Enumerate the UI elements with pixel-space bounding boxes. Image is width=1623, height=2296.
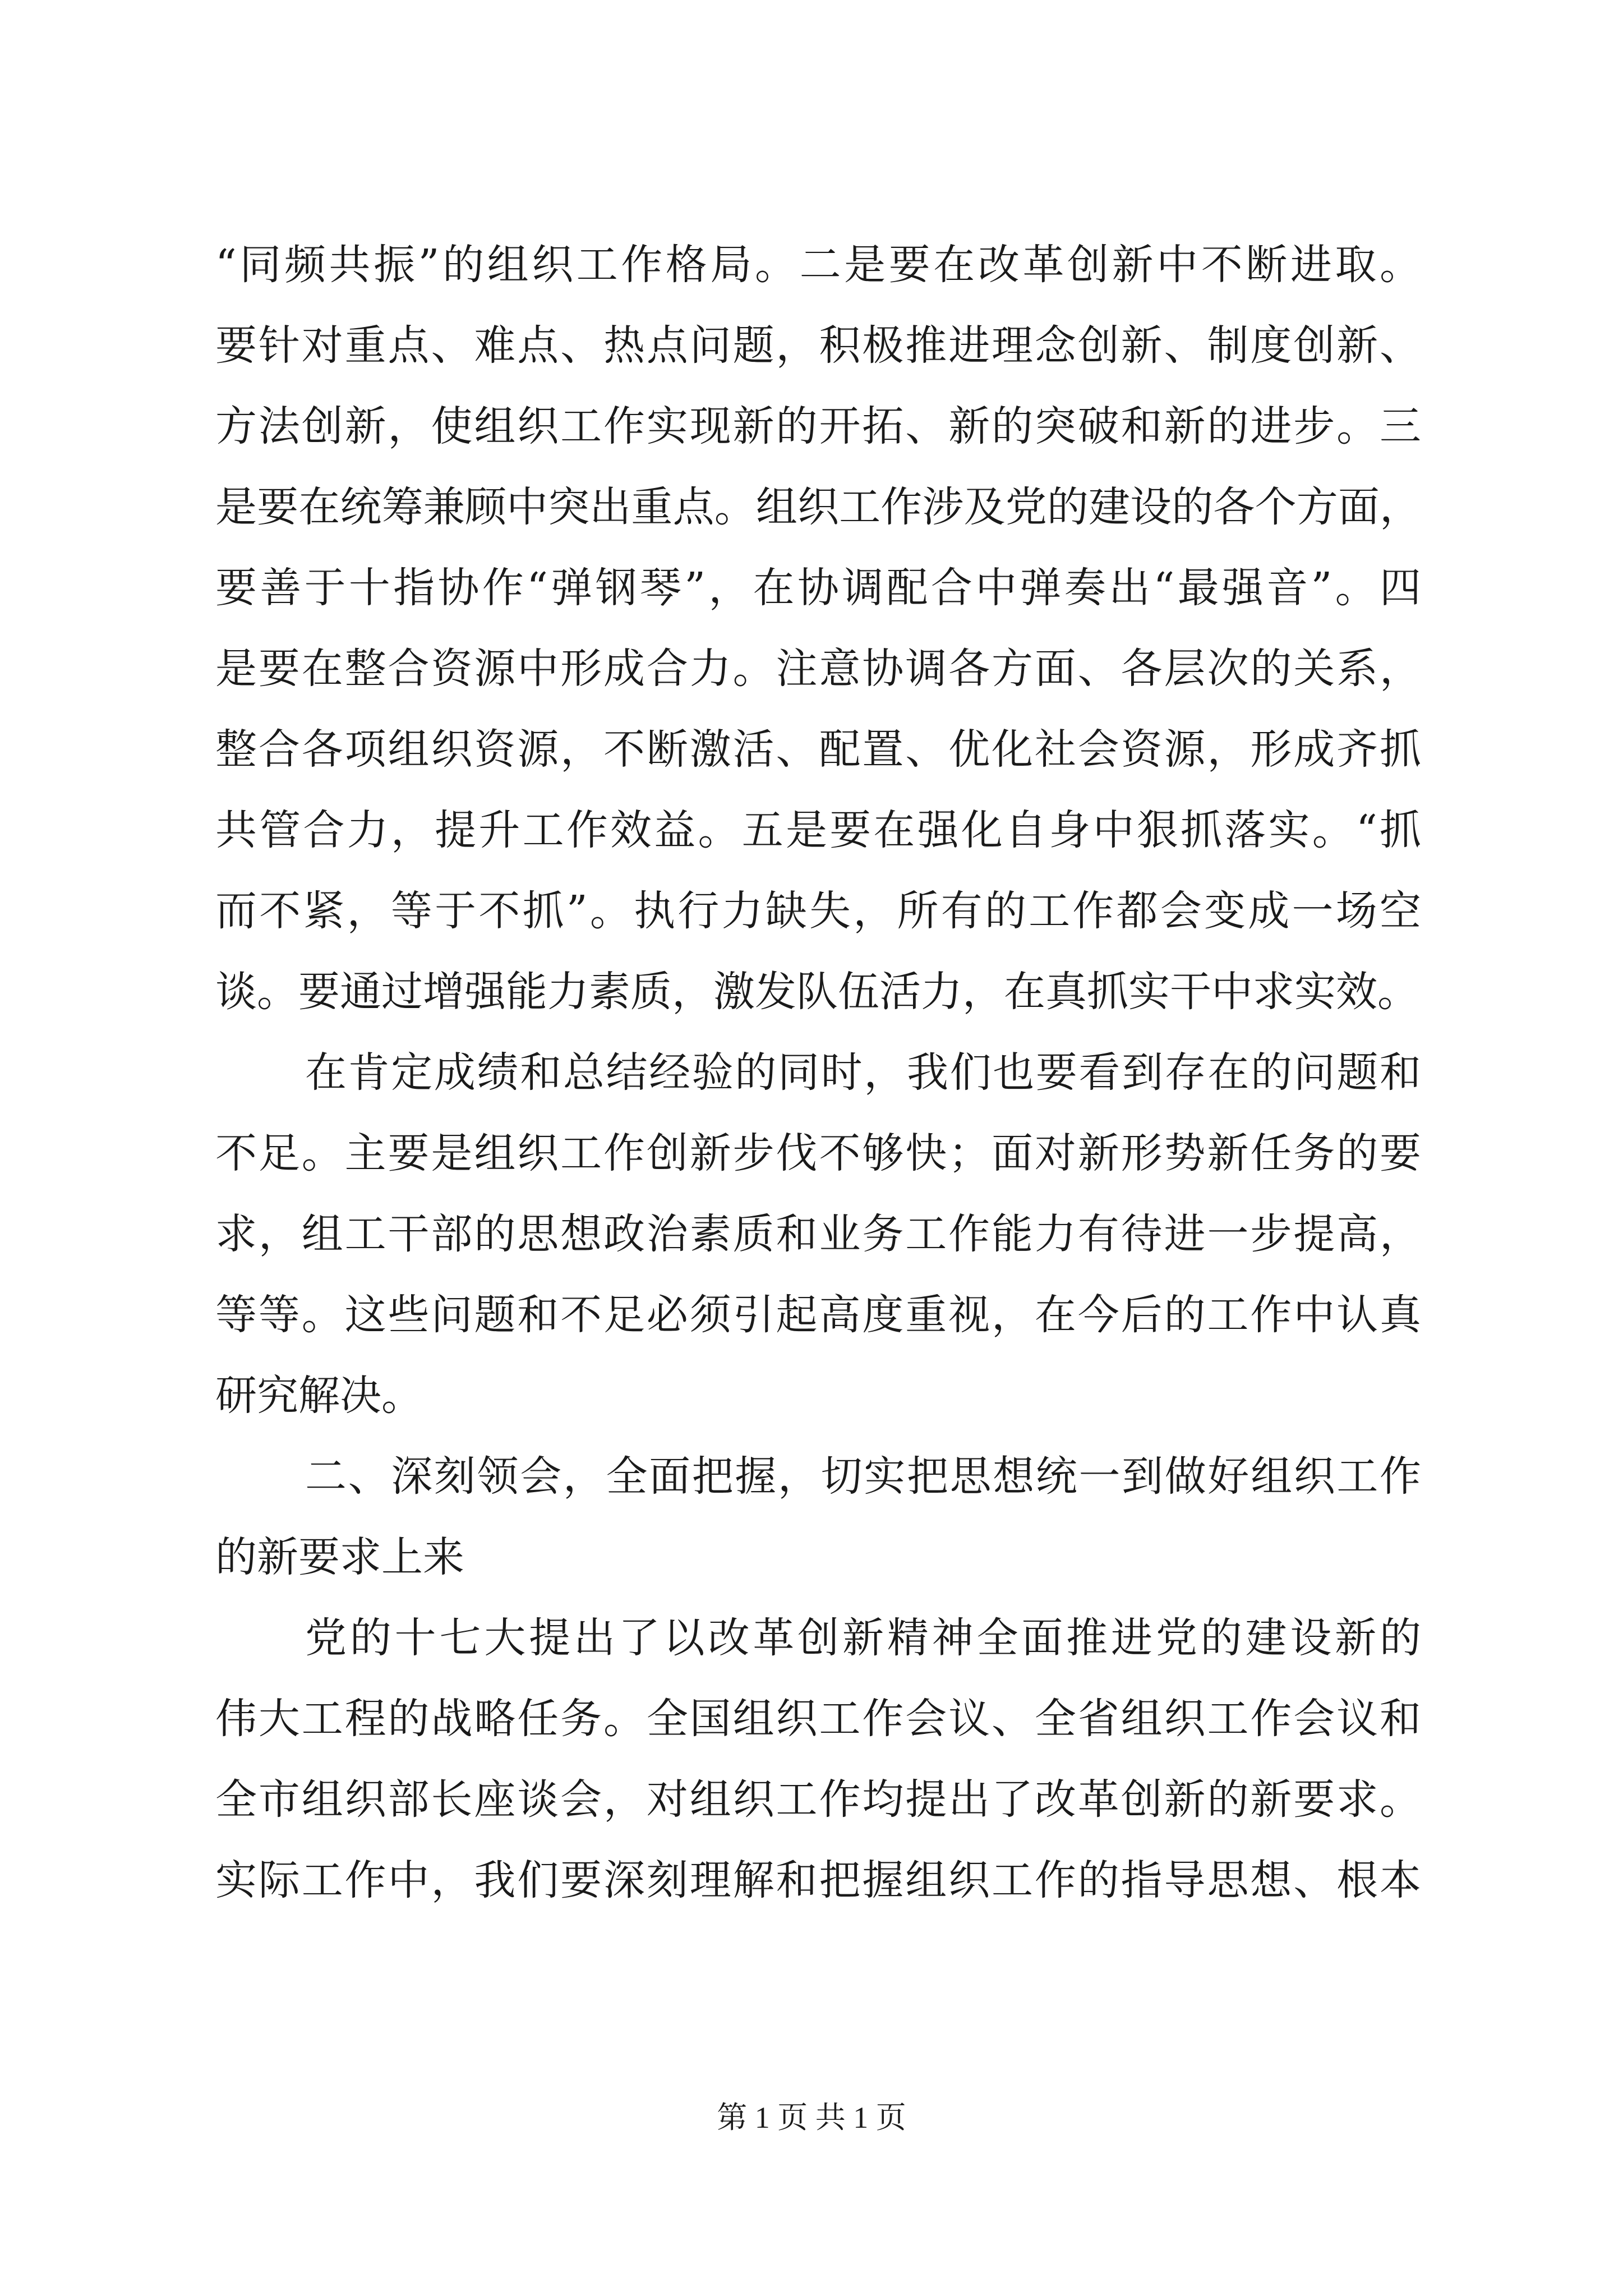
text-line: 方法创新，使组织工作实现新的开拓、新的突破和新的进步。三 (215, 402, 1421, 450)
text-line: 的新要求上来 (215, 1533, 464, 1581)
page-footer: 第 1 页 共 1 页 (717, 2101, 906, 2134)
text-line: “同频共振”的组织工作格局。二是要在改革创新中不断进取。 (215, 241, 1421, 289)
text-line: 求，组工干部的思想政治素质和业务工作能力有待进一步提高， (215, 1210, 1421, 1258)
text-line: 等等。这些问题和不足必须引起高度重视，在今后的工作中认真 (215, 1291, 1421, 1339)
text-line: 是要在整合资源中形成合力。注意协调各方面、各层次的关系， (215, 645, 1421, 693)
text-line: 全市组织部长座谈会，对组织工作均提出了改革创新的新要求。 (215, 1775, 1421, 1824)
text-line: 二、深刻领会，全面把握，切实把思想统一到做好组织工作 (305, 1452, 1421, 1501)
text-line: 要善于十指协作“弹钢琴”，在协调配合中弹奏出“最强音”。四 (215, 564, 1421, 612)
text-line: 共管合力，提升工作效益。五是要在强化自身中狠抓落实。“抓 (215, 806, 1421, 854)
text-line: 研究解决。 (215, 1372, 423, 1420)
body-text (215, 224, 1421, 1921)
text-line: 伟大工程的战略任务。全国组织工作会议、全省组织工作会议和 (215, 1695, 1421, 1743)
text-line: 谈。要通过增强能力素质，激发队伍活力，在真抓实干中求实效。 (215, 968, 1419, 1016)
text-line: 在肯定成绩和总结经验的同时，我们也要看到存在的问题和 (305, 1048, 1421, 1097)
text-line: 整合各项组织资源，不断激活、配置、优化社会资源，形成齐抓 (215, 725, 1421, 774)
text-line: 实际工作中，我们要深刻理解和把握组织工作的指导思想、根本 (215, 1856, 1421, 1904)
text-line: 要针对重点、难点、热点问题，积极推进理念创新、制度创新、 (215, 321, 1421, 370)
text-line: 党的十七大提出了以改革创新精神全面推进党的建设新的 (305, 1614, 1421, 1662)
text-line: 是要在统筹兼顾中突出重点。组织工作涉及党的建设的各个方面， (215, 483, 1421, 531)
text-line: 而不紧，等于不抓”。执行力缺失，所有的工作都会变成一场空 (215, 887, 1421, 935)
text-line: 不足。主要是组织工作创新步伐不够快；面对新形势新任务的要 (215, 1129, 1421, 1177)
